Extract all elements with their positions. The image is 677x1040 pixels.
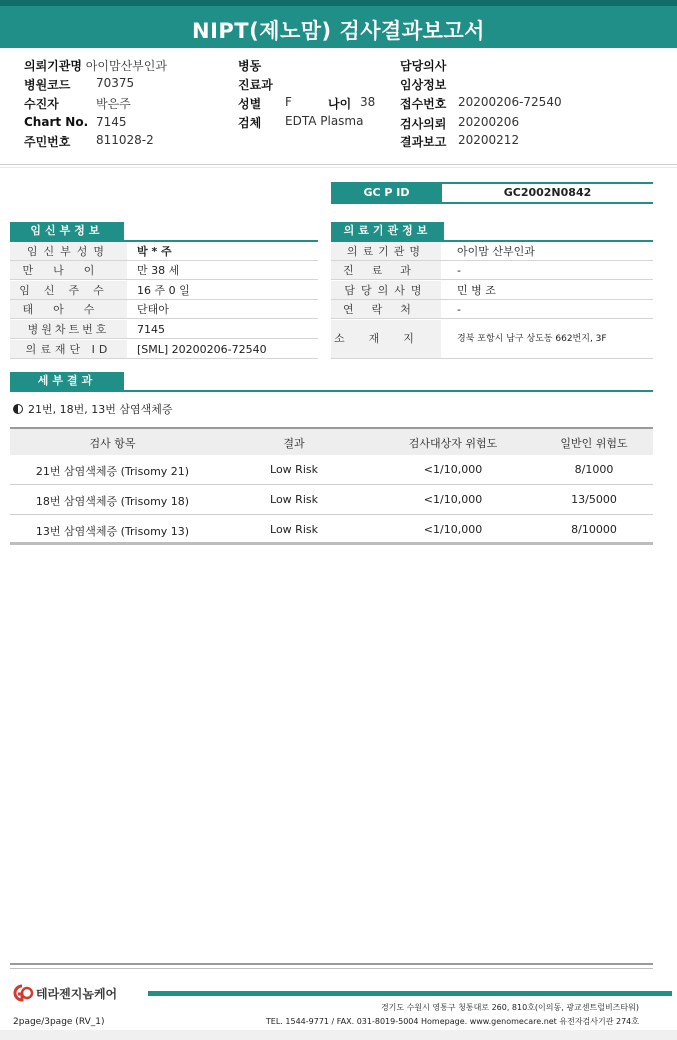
- header-divider: [0, 164, 677, 165]
- report-title: NIPT(제노맘) 검사결과보고서: [192, 19, 485, 43]
- company-contact: TEL. 1544-9771 / FAX. 031-8019-5004 Homepage. www.genomecare.net 유전자검사기관 274호: [265, 1017, 639, 1026]
- col-result: 결과: [283, 437, 305, 450]
- header-chart-no: Chart No.: [24, 115, 89, 129]
- footer-divider: [10, 963, 653, 965]
- header-request-date: 검사의뢰: [400, 117, 447, 131]
- header-clinical-info: 임상정보: [400, 78, 447, 92]
- header-specimen: 검체: [238, 116, 262, 130]
- institution-row-department: 진료과 -: [331, 261, 653, 280]
- results-table-header: [10, 427, 653, 455]
- col-subject-risk: 검사대상자 위험도: [408, 437, 498, 450]
- pregnant-row-foundation-id: 의료재단 ID [SML] 20200206-72540: [10, 340, 318, 359]
- pregnant-row-fetus: 태아수 단태아: [10, 300, 318, 319]
- section-details-title: 세부결과: [10, 372, 124, 390]
- header-chart-no-value: 7145: [96, 115, 127, 129]
- header-doctor: 담당의사: [400, 59, 447, 73]
- header-divider-light: [0, 167, 677, 168]
- gcpid-value: GC2002N0842: [503, 186, 592, 199]
- gcpid-box: [331, 182, 653, 204]
- header-receipt-no-value: 20200206-72540: [458, 95, 562, 109]
- pregnant-row-chart-no: 병원차트번호 7145: [10, 320, 318, 339]
- header-department: 진료과: [238, 78, 273, 92]
- table-row: 13번 삼염색체증 (Trisomy 13) Low Risk <1/10,000 8/10000: [10, 515, 653, 545]
- header-ward: 병동: [238, 59, 262, 73]
- title-banner: [0, 0, 677, 48]
- table-row: 18번 삼염색체증 (Trisomy 18) Low Risk <1/10,000 13/5000: [10, 485, 653, 515]
- gcpid-label: GC P ID: [331, 184, 442, 202]
- details-note: 21번, 18번, 13번 삼염색체증: [13, 401, 172, 417]
- header-resident-no: 주민번호: [24, 135, 71, 149]
- institution-row-address: 소재지 경북 포항시 남구 상도동 662번지, 3F: [331, 320, 653, 359]
- header-hospital-code: 병원코드: [24, 78, 71, 92]
- section-details-line: [10, 390, 653, 392]
- bottom-strip: [0, 1030, 677, 1040]
- page-number: 2page/3page (RV_1): [13, 1017, 105, 1027]
- header-age: 나이: [328, 97, 352, 111]
- section-institution-info-title: 의료기관정보: [331, 222, 444, 240]
- company-logo: [8, 983, 117, 1003]
- pregnant-row-age: 만나이 만 38 세: [10, 261, 318, 280]
- header-report-date-value: 20200212: [458, 133, 520, 147]
- institution-row-name: 의료기관명 아이맘 산부인과: [331, 242, 653, 261]
- table-row: 21번 삼염색체증 (Trisomy 21) Low Risk <1/10,000 8/1000: [10, 455, 653, 485]
- header-request-date-value: 20200206: [458, 115, 520, 129]
- col-test-item: 검사 항목: [89, 437, 136, 450]
- header-patient-value: 박은주: [96, 97, 131, 111]
- header-age-value: 38: [360, 95, 376, 109]
- genome-logo-icon: [8, 983, 36, 1006]
- institution-row-contact: 연락처 -: [331, 300, 653, 319]
- header-sex-value: F: [285, 95, 292, 109]
- footer-divider-thin: [10, 968, 653, 969]
- header-sex: 성별: [238, 97, 262, 111]
- company-name: 테라젠지놈케어: [36, 987, 118, 1001]
- header-receipt-no: 접수번호: [400, 97, 447, 111]
- header-hospital-code-value: 70375: [96, 76, 135, 90]
- half-circle-icon: [13, 404, 23, 414]
- header-patient: 수진자: [24, 97, 59, 111]
- col-general-risk: 일반인 위험도: [560, 437, 628, 450]
- header-institution: 의뢰기관명 아이맘산부인과: [24, 59, 167, 73]
- header-report-date: 결과보고: [400, 135, 447, 149]
- company-address: 경기도 수원시 영통구 청통대로 260, 810호(이의동, 광교센트럴비즈타워): [380, 1003, 639, 1012]
- section-pregnant-info-title: 임신부정보: [10, 222, 124, 240]
- header-resident-no-value: 811028-2: [96, 133, 154, 147]
- institution-row-doctor: 담당의사명 민 병 조: [331, 281, 653, 300]
- footer-accent-bar: [148, 991, 672, 996]
- pregnant-row-weeks: 임신주수 16 주 0 일: [10, 281, 318, 300]
- pregnant-row-name: 임신부성명 박 * 주: [10, 242, 318, 261]
- header-specimen-value: EDTA Plasma: [285, 114, 364, 128]
